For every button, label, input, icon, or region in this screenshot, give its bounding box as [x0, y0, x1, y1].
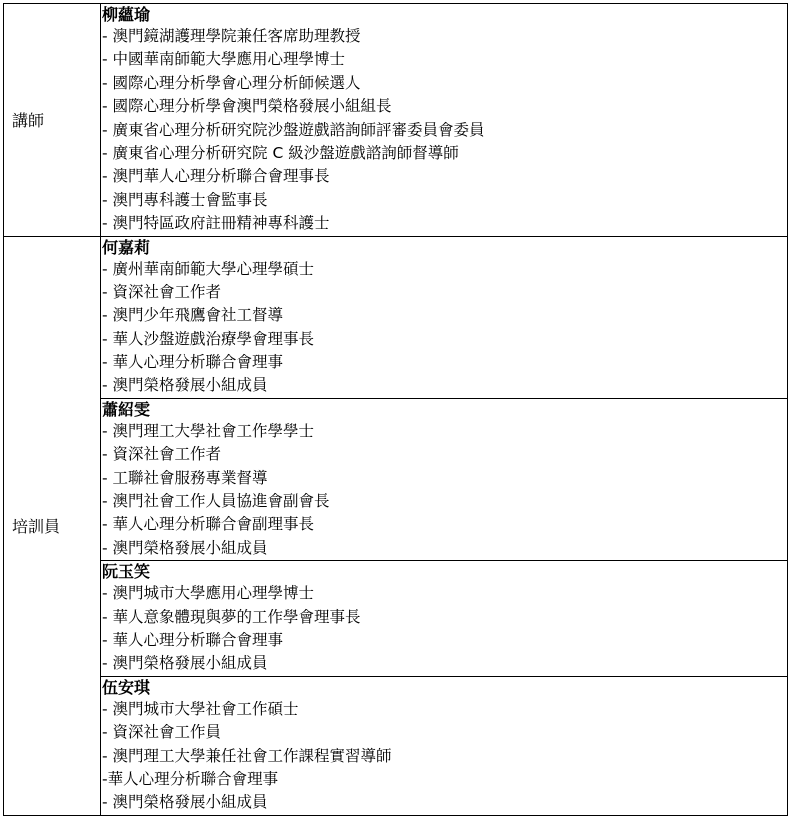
- credential-item: - 澳門社會工作人員協進會副會長: [102, 492, 330, 511]
- person-card: [101, 398, 788, 560]
- credential-item: - 華人心理分析聯合會理事: [102, 353, 284, 372]
- credential-item: - 澳門榮格發展小組成員: [102, 654, 268, 673]
- person-name: 柳蘊瑜: [102, 5, 151, 24]
- credential-item: - 澳門特區政府註冊精神專科護士: [102, 214, 330, 233]
- credential-item: - 澳門理工大學兼任社會工作課程實習導師: [102, 746, 392, 765]
- credential-list: [102, 582, 787, 676]
- credential-item: - 工聯社會服務專業督導: [102, 468, 268, 487]
- credential-item: - 廣東省心理分析研究院沙盤遊戲諮詢師評審委員會委員: [102, 120, 485, 139]
- person-name: 蕭紹雯: [102, 399, 151, 419]
- role-label-trainer: 培訓員: [4, 236, 101, 815]
- person-name: 伍安琪: [102, 677, 151, 697]
- credential-item: - 澳門城市大學應用心理學博士: [102, 584, 315, 603]
- credential-item: - 廣東省心理分析研究院 C 級沙盤遊戲諮詢師督導師: [102, 143, 459, 162]
- credential-item: - 澳門榮格發展小組成員: [102, 538, 268, 557]
- credential-list: [102, 25, 787, 236]
- credential-item: - 澳門專科護士會監事長: [102, 190, 268, 209]
- person-name: 何嘉莉: [102, 237, 151, 257]
- table-row: [4, 398, 788, 560]
- table-row: [4, 236, 788, 398]
- instructor-table: [3, 3, 788, 816]
- credential-item: - 廣州華南師範大學心理學碩士: [102, 259, 315, 278]
- credential-item: - 澳門少年飛鷹會社工督導: [102, 306, 284, 325]
- credential-item: - 澳門榮格發展小組成員: [102, 376, 268, 395]
- credential-item: - 澳門城市大學社會工作碩士: [102, 699, 299, 718]
- credential-item: - 華人沙盤遊戲治療學會理事長: [102, 329, 315, 348]
- table-row: [4, 676, 788, 815]
- person-card: [101, 676, 788, 815]
- credential-item: - 國際心理分析學會澳門榮格發展小組組長: [102, 97, 392, 116]
- credential-item: - 華人心理分析聯合會理事: [102, 630, 284, 649]
- credential-item: - 華人意象體現與夢的工作學會理事長: [102, 607, 361, 626]
- credential-item: - 資深社會工作者: [102, 282, 222, 301]
- credential-item: -華人心理分析聯合會理事: [102, 769, 279, 788]
- credential-item: - 澳門華人心理分析聯合會理事長: [102, 167, 330, 186]
- credential-item: - 中國華南師範大學應用心理學博士: [102, 50, 346, 69]
- credential-item: - 澳門榮格發展小組成員: [102, 793, 268, 812]
- credential-item: - 華人心理分析聯合會副理事長: [102, 515, 315, 534]
- credential-item: - 澳門鏡湖護理學院兼任客席助理教授: [102, 27, 361, 45]
- credential-list: [102, 698, 787, 815]
- table-row: [4, 4, 788, 237]
- credential-item: - 國際心理分析學會心理分析師候選人: [102, 73, 361, 92]
- person-card: [101, 4, 788, 237]
- credential-item: - 澳門理工大學社會工作學學士: [102, 421, 315, 440]
- credential-list: [102, 258, 787, 398]
- person-card: [101, 561, 788, 677]
- credential-list: [102, 420, 787, 560]
- credential-item: - 資深社會工作者: [102, 445, 222, 464]
- role-label-lecturer: 講師: [4, 4, 101, 237]
- credential-item: - 資深社會工作員: [102, 723, 222, 742]
- table-row: [4, 561, 788, 677]
- person-name: 阮玉笑: [102, 562, 151, 582]
- person-card: [101, 236, 788, 398]
